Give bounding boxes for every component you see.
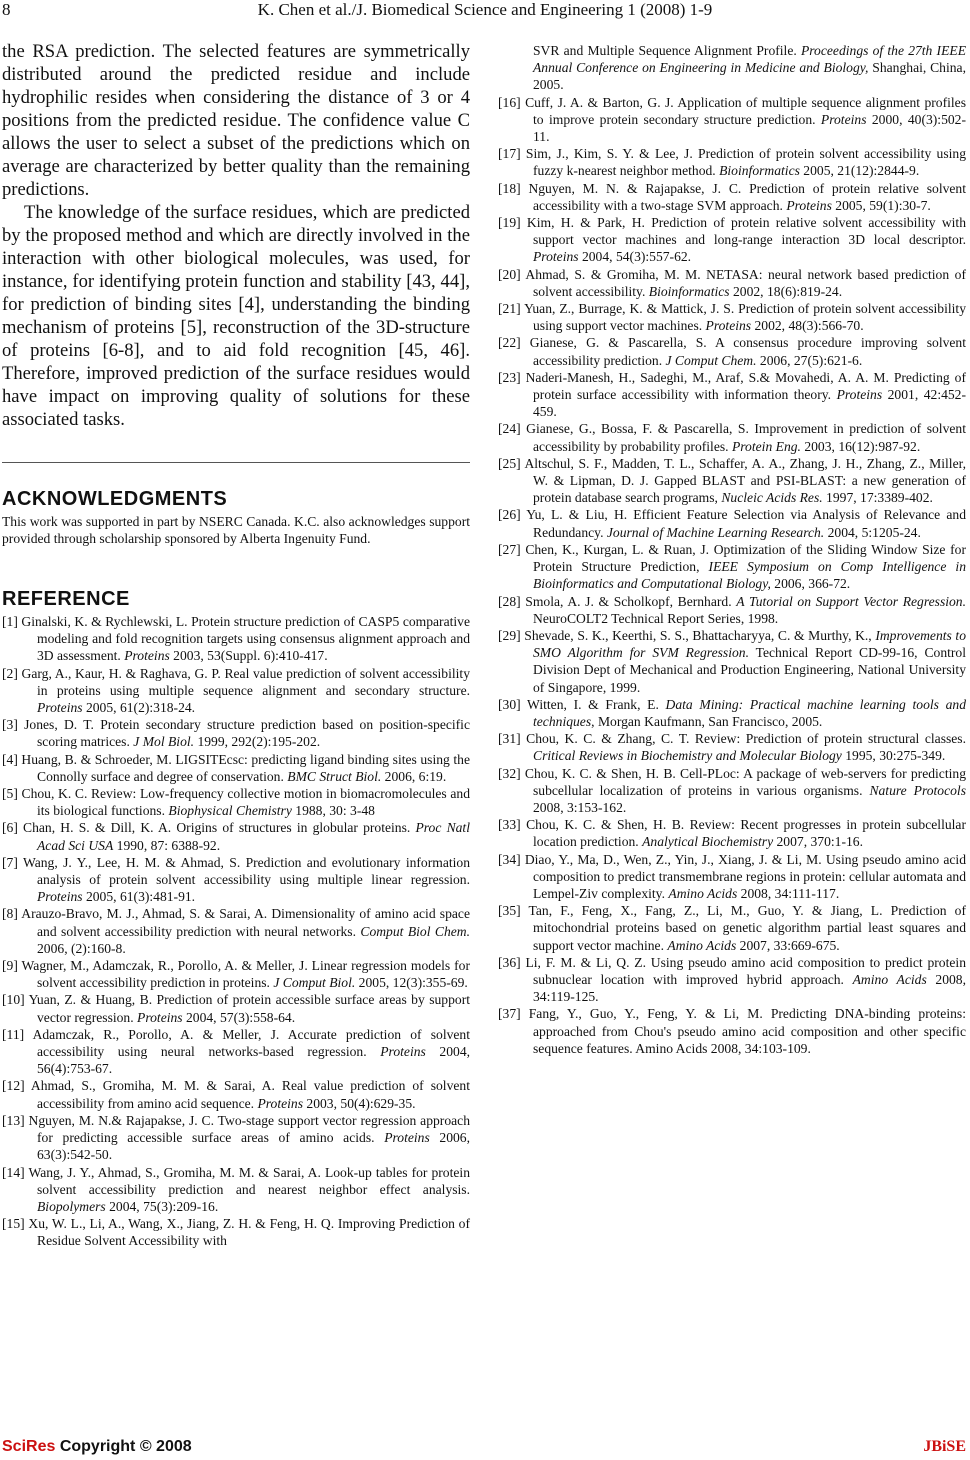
reference-text: [4] Huang, B. & Schroeder, M. LIGSITEcsc: predicting ligand binding sites using the Connolly surface and degree of conservation. xyxy=(2,751,470,784)
reference-journal: A Tutorial on Support Vector Regression. xyxy=(736,593,966,609)
reference-item xyxy=(498,420,966,454)
page-header xyxy=(0,0,970,22)
reference-text: [13] Nguyen, M. N.& Rajapakse, J. C. Two-stage support vector regression approach for predicting accessible surface areas of amino acids. xyxy=(2,1112,470,1146)
reference-details: 2006, 27(5):621-6. xyxy=(756,352,863,368)
reference-details: 2004, 56(4):753-67. xyxy=(37,1044,471,1077)
reference-text: [3] Jones, D. T. Protein secondary structure prediction based on position-specific scoring matrices. xyxy=(2,717,470,750)
reference-details: 2006, 63(3):542-50. xyxy=(37,1130,471,1163)
reference-details: 2002, 48(3):566-70. xyxy=(751,318,864,334)
reference-journal: Bioinformatics xyxy=(719,163,800,179)
reference-item xyxy=(498,300,966,334)
reference-item xyxy=(498,214,966,266)
reference-journal: J Comput Chem. xyxy=(665,352,757,368)
publisher-logo: SciRes xyxy=(2,1438,56,1455)
section-divider xyxy=(2,462,470,463)
reference-journal: Amino Acids xyxy=(852,971,927,987)
reference-item xyxy=(498,954,966,1006)
reference-details: 2008, 34:119-125. xyxy=(533,971,966,1005)
reference-item xyxy=(498,145,966,179)
reference-details: 2004, 5:1205-24. xyxy=(824,524,921,540)
reference-item xyxy=(2,613,470,665)
reference-journal: Proteins xyxy=(705,318,752,334)
reference-journal: Proteins xyxy=(384,1130,430,1146)
reference-journal: Proteins xyxy=(37,889,83,905)
reference-text: [9] Wagner, M., Adamczak, R., Porollo, A. & Meller, J. Linear regression models for solvent accessibility prediction in proteins. xyxy=(2,958,470,991)
reference-details: 2004, 54(3):557-62. xyxy=(578,249,692,265)
reference-text: [33] Chou, K. C. & Shen, H. B. Review: Recent progresses in protein subcellular location prediction. xyxy=(498,817,966,850)
reference-journal: Proteins xyxy=(257,1095,304,1111)
reference-text: [37] Fang, Y., Guo, Y., Feng, Y. & Li, M. Predicting DNA-binding proteins: approached from Chou's pseudo amino acid composition and other specific sequence features. Amino Acids 2008, 34:103-109. xyxy=(498,1006,966,1056)
reference-details: 2006, 6:19. xyxy=(381,768,447,784)
reference-journal: Comput Biol Chem. xyxy=(360,923,470,939)
body-paragraph: The knowledge of the surface residues, which are predicted by the proposed method and which are directly involved in the interaction with other biological molecules, was used, for instance, for identifying protein function and stability [43, 44], for prediction of binding sites [4], understanding the binding mechanism of proteins [5], reconstruction of the 3D-structure of proteins [6-8], and to aid fold recognition [45, 46]. Therefore, improved prediction of the surface residues would have impact on improving quality of solutions for these associated tasks. xyxy=(2,202,470,430)
reference-item xyxy=(498,94,966,146)
reference-text: [20] Ahmad, S. & Gromiha, M. M. NETASA: neural network based prediction of solvent accessibility. xyxy=(498,266,966,299)
reference-journal: Proteins xyxy=(820,111,867,127)
reference-journal: Proceedings of the 27th IEEE Annual Conference on Engineering in Medicine and Biology, xyxy=(533,43,966,76)
reference-text: [17] Sim, J., Kim, S. Y. & Lee, J. Prediction of protein solvent accessibility using fuzzy k-nearest neighbor method. xyxy=(498,146,966,179)
reference-details: 2004, 57(3):558-64. xyxy=(182,1009,296,1025)
reference-item xyxy=(2,751,470,785)
reference-journal: Biophysical Chemistry xyxy=(168,803,292,819)
reference-details: 2003, 50(4):629-35. xyxy=(303,1095,416,1111)
reference-details: 2007, 370:1-16. xyxy=(773,834,863,850)
reference-journal: Proteins xyxy=(137,1009,183,1025)
reference-text: [19] Kim, H. & Park, H. Prediction of protein relative solvent accessibility with support vector machines and long-range interaction 3D local descriptor. xyxy=(498,215,966,248)
reference-item xyxy=(2,1026,470,1078)
reference-details: 2007, 33:669-675. xyxy=(736,937,840,953)
reference-details: , Morgan Kaufmann, San Francisco, 2005. xyxy=(591,713,823,729)
reference-journal: Improvements to SMO Algorithm for SVM Regression. xyxy=(533,627,966,661)
reference-details: 2008, 3:153-162. xyxy=(533,799,627,815)
reference-journal: Amino Acids xyxy=(667,937,737,953)
reference-text: [23] Naderi-Manesh, H., Sadeghi, M., Araf, S.& Movahedi, A. A. M. Predicting of protein surface accessibility with information theory. xyxy=(498,369,966,403)
reference-journal: Proteins xyxy=(380,1044,426,1060)
reference-journal: Nucleic Acids Res. xyxy=(721,490,823,506)
reference-item xyxy=(2,905,470,957)
running-head: K. Chen et al./J. Biomedical Science and Engineering 1 (2008) 1-9 xyxy=(257,0,713,19)
reference-journal: Nature Protocols xyxy=(869,782,966,798)
reference-text: [2] Garg, A., Kaur, H. & Raghava, G. P. Real value prediction of solvent accessibility in proteins using multiple sequence alignment and secondary structure. xyxy=(2,665,470,698)
reference-details: 1997, 17:3389-402. xyxy=(822,490,933,506)
reference-details: 2008, 34:111-117. xyxy=(737,885,840,901)
reference-item xyxy=(498,180,966,214)
reference-details: 1990, 87: 6388-92. xyxy=(113,837,221,853)
body-text xyxy=(2,40,470,431)
reference-journal: Proteins xyxy=(37,700,83,716)
reference-text: [16] Cuff, J. A. & Barton, G. J. Application of multiple sequence alignment profiles to improve protein secondary structure prediction. xyxy=(498,94,966,127)
reference-details: 2001, 42:452-459. xyxy=(533,387,967,420)
reference-text: [26] Yu, L. & Liu, H. Efficient Feature Selection via Analysis of Relevance and Redundancy. xyxy=(498,507,966,540)
reference-text: [22] Gianese, G. & Pascarella, S. A consensus procedure improving solvent accessibility prediction. xyxy=(498,335,966,368)
acknowledgments-heading: ACKNOWLEDGMENTS xyxy=(2,488,228,510)
reference-text: [14] Wang, J. Y., Ahmad, S., Gromiha, M. M. & Sarai, A. Look-up tables for protein solvent accessibility prediction and nearest neighbor effect analysis. xyxy=(2,1164,470,1197)
reference-details: 2000, 40(3):502-11. xyxy=(533,111,966,145)
page-number: 8 xyxy=(2,0,11,19)
reference-item xyxy=(498,334,966,368)
reference-item xyxy=(498,42,966,94)
reference-text: [21] Yuan, Z., Burrage, K. & Mattick, J. S. Prediction of protein solvent accessibility using support vector machines. xyxy=(498,301,966,334)
reference-item xyxy=(498,506,966,540)
reference-details: 2005, 59(1):30-7. xyxy=(831,197,931,213)
reference-journal: J Comput Biol. xyxy=(273,975,356,991)
reference-item xyxy=(498,627,966,696)
reference-text: [27] Chen, K., Kurgan, L. & Ruan, J. Optimization of the Sliding Window Size for Protein Structure Prediction, xyxy=(498,541,966,575)
reference-item xyxy=(2,716,470,750)
reference-text: [31] Chou, K. C. & Zhang, C. T. Review: Prediction of protein structural classes. xyxy=(498,731,966,747)
reference-journal: Proteins xyxy=(533,249,579,265)
page-footer xyxy=(0,1436,970,1458)
reference-journal: Data Mining: Practical machine learning tools and techniques xyxy=(533,696,967,729)
reference-item xyxy=(2,854,470,906)
reference-details: 2003, 16(12):987-92. xyxy=(800,438,921,454)
reference-list-left xyxy=(2,613,470,1250)
reference-details: 2006, (2):160-8. xyxy=(37,940,126,956)
reference-text: [30] Witten, I. & Frank, E. xyxy=(498,696,666,712)
reference-text: [25] Altschul, S. F., Madden, T. L., Schaffer, A. A., Zhang, J. H., Zhang, Z., Miller, W. & Lipman, D. J. Gapped BLAST and PSI-BLAST: a new generation of protein database search programs, xyxy=(498,455,966,506)
reference-item xyxy=(498,902,966,954)
references-heading: REFERENCE xyxy=(2,588,130,610)
reference-journal: Journal of Machine Learning Research. xyxy=(606,524,825,540)
reference-text: [8] Arauzo-Bravo, M. J., Ahmad, S. & Sarai, A. Dimensionality of amino acid space and solvent accessibility prediction with neural networks. xyxy=(2,906,470,939)
reference-details: 2002, 18(6):819-24. xyxy=(729,283,843,299)
reference-journal: Biopolymers xyxy=(37,1198,106,1214)
reference-journal: J Mol Biol. xyxy=(133,734,195,750)
reference-journal: Proteins xyxy=(786,197,832,213)
reference-text: [24] Gianese, G., Bossa, F. & Pascarella, S. Improvement in prediction of solvent accessibility by probability profiles. xyxy=(498,421,966,454)
reference-details: Technical Report CD-99-16, Control Division Dept of Mechanical and Production Engineering, National University of Singapore, 1999. xyxy=(533,645,966,695)
reference-item xyxy=(2,819,470,853)
reference-journal: IEEE Symposium on Comp Intelligence in Bioinformatics and Computational Biology, xyxy=(533,559,966,592)
reference-text: [28] Smola, A. J. & Scholkopf, Bernhard. xyxy=(498,593,737,609)
acknowledgments-text: This work was supported in part by NSERC Canada. K.C. also acknowledges support provided through scholarship sponsored by Alberta Ingenuity Fund. xyxy=(2,514,470,546)
footer-brand xyxy=(2,1438,192,1456)
reference-text: [6] Chan, H. S. & Dill, K. A. Origins of structures in globular proteins. xyxy=(2,820,416,836)
reference-text: [12] Ahmad, S., Gromiha, M. M. & Sarai, A. Real value prediction of solvent accessibility from amino acid sequence. xyxy=(2,1078,470,1111)
reference-item xyxy=(2,785,470,819)
reference-text: [1] Ginalski, K. & Rychlewski, L. Protein structure prediction of CASP5 comparative modeling and fold recognition targets using consensus alignment approach and 3D assessment. xyxy=(2,614,470,664)
reference-item xyxy=(498,1005,966,1057)
reference-text: [10] Yuan, Z. & Huang, B. Prediction of protein accessible surface areas by support vector regression. xyxy=(2,992,470,1025)
reference-text: [5] Chou, K. C. Review: Low-frequency collective motion in biomacromolecules and its biological functions. xyxy=(2,786,470,819)
reference-item xyxy=(2,1164,470,1216)
reference-details: 1995, 30:275-349. xyxy=(841,748,946,764)
reference-journal: Bioinformatics xyxy=(648,283,730,299)
reference-text: SVR and Multiple Sequence Alignment Profile. xyxy=(533,43,801,58)
reference-item xyxy=(498,266,966,300)
reference-details: NeuroCOLT2 Technical Report Series, 1998. xyxy=(533,610,779,626)
reference-details: 1999, 292(2):195-202. xyxy=(194,734,321,750)
reference-journal: Proteins xyxy=(124,648,170,664)
reference-text: [11] Adamczak, R., Porollo, A. & Meller, J. Accurate prediction of solvent accessibility using neural networks-based regression. xyxy=(2,1026,470,1060)
reference-details: 2003, 53(Suppl. 6):410-417. xyxy=(169,648,328,664)
reference-journal: Analytical Biochemistry xyxy=(642,834,774,850)
reference-text: [15] Xu, W. L., Li, A., Wang, X., Jiang, Z. H. & Feng, H. Q. Improving Prediction of Residue Solvent Accessibility with xyxy=(2,1216,470,1249)
reference-item xyxy=(498,765,966,817)
reference-item xyxy=(2,1215,470,1249)
reference-journal: Amino Acids xyxy=(668,885,738,901)
reference-list-right xyxy=(498,42,966,1057)
reference-text: [18] Nguyen, M. N. & Rajapakse, J. C. Prediction of protein relative solvent accessibility with a two-stage SVM approach. xyxy=(498,180,966,213)
reference-item xyxy=(498,730,966,764)
reference-item xyxy=(2,1077,470,1111)
reference-details: 2006, 366-72. xyxy=(770,576,851,592)
copyright-text: Copyright © 2008 xyxy=(59,1438,192,1455)
reference-details: 1988, 30: 3-48 xyxy=(291,803,375,819)
reference-item xyxy=(498,851,966,903)
reference-journal: Proteins xyxy=(836,387,883,403)
reference-item xyxy=(498,369,966,421)
reference-journal: Critical Reviews in Biochemistry and Molecular Biology xyxy=(533,748,842,764)
body-paragraph: the RSA prediction. The selected features are symmetrically distributed around the predicted residue and include hydrophilic resides when considering the distance of 3 or 4 positions from the predicted residue. The confidence value C allows the user to select a subset of the predictions which on average are characterized by better quality than the remaining predictions. xyxy=(2,41,470,200)
reference-item xyxy=(498,455,966,507)
reference-text: [7] Wang, J. Y., Lee, H. M. & Ahmad, S. Prediction and evolutionary information analysis of protein solvent accessibility using multiple linear regression. xyxy=(2,854,470,888)
reference-item xyxy=(2,957,470,991)
reference-item xyxy=(498,541,966,593)
reference-item xyxy=(2,665,470,717)
reference-text: [35] Tan, F., Feng, X., Fang, Z., Li, M., Guo, Y. & Jiang, L. Prediction of mitochondrial proteins based on genetic algorithm partial least squares and support vector machine. xyxy=(498,903,966,953)
reference-journal: Proc Natl Acad Sci USA xyxy=(37,820,470,853)
reference-details: 2005, 12(3):355-69. xyxy=(355,975,468,991)
reference-text: [36] Li, F. M. & Li, Q. Z. Using pseudo amino acid composition to predict protein subnuclear location with improved hybrid approach. xyxy=(498,954,966,987)
reference-text: [34] Diao, Y., Ma, D., Wen, Z., Yin, J., Xiang, J. & Li, M. Using pseudo amino acid composition to predict transmembrane regions in protein: cellular automata and Lempel-Ziv complexity. xyxy=(498,851,966,901)
reference-details: 2004, 75(3):209-16. xyxy=(105,1198,219,1214)
reference-details: 2005, 61(2):318-24. xyxy=(82,700,196,716)
journal-logo: JBiSE xyxy=(923,1438,966,1455)
reference-item xyxy=(2,1112,470,1164)
reference-details: 2005, 21(12):2844-9. xyxy=(799,163,920,179)
reference-text: [29] Shevade, S. K., Keerthi, S. S., Bhattacharyya, C. & Murthy, K., xyxy=(498,627,876,643)
reference-text: [32] Chou, K. C. & Shen, H. B. Cell-PLoc: A package of web-servers for predicting subcellular localization of proteins in various organisms. xyxy=(498,765,966,798)
reference-item xyxy=(498,816,966,850)
reference-journal: BMC Struct Biol. xyxy=(287,768,382,784)
reference-item xyxy=(2,991,470,1025)
reference-item xyxy=(498,593,966,627)
reference-details: Shanghai, China, 2005. xyxy=(533,60,966,93)
reference-journal: Protein Eng. xyxy=(731,438,801,454)
reference-item xyxy=(498,696,966,730)
reference-details: 2005, 61(3):481-91. xyxy=(82,889,196,905)
